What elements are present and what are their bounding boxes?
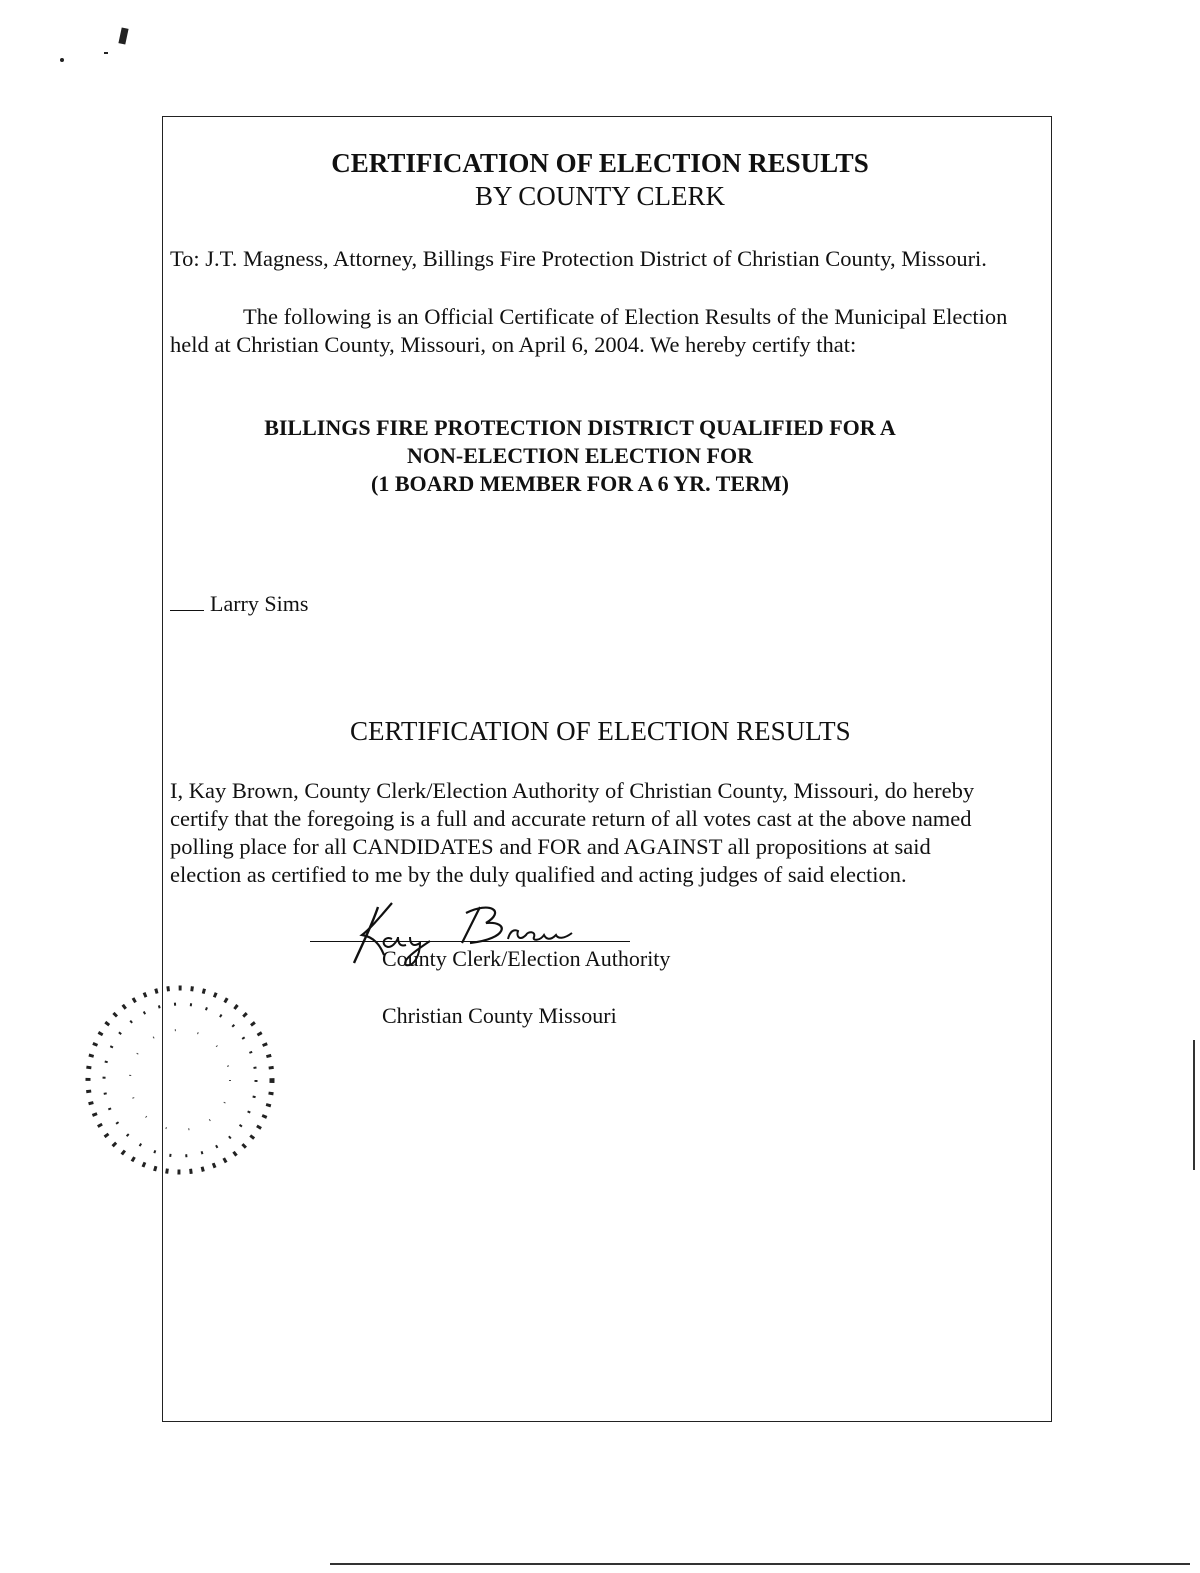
scan-speck [118,27,128,44]
intro-line: held at Christian County, Missouri, on April 6, 2004. We hereby certify that: [170,332,857,357]
embossed-seal [60,970,300,1190]
certificate-title: CERTIFICATION OF ELECTION RESULTS [331,148,869,178]
statement-line: election as certified to me by the duly qualified and acting judges of said election. [170,862,907,887]
statement-line: polling place for all CANDIDATES and FOR and AGAINST all propositions at said [170,834,931,859]
certification-statement [170,777,1040,889]
district-heading-line: BILLINGS FIRE PROTECTION DISTRICT QUALIFIED FOR A [264,415,896,440]
scan-speck [60,58,64,62]
certification-heading: CERTIFICATION OF ELECTION RESULTS [350,716,851,746]
recipient-line: To: J.T. Magness, Attorney, Billings Fire Protection District of Christian County, Missouri. [170,246,987,271]
signer-title: County Clerk/Election Authority [382,946,671,971]
certificate-subtitle: BY COUNTY CLERK [474,181,725,211]
scan-edge [1193,1040,1195,1170]
scan-edge [330,1563,1190,1565]
scan-speck [104,52,108,54]
district-heading [160,414,1000,498]
district-heading-line: (1 BOARD MEMBER FOR A 6 YR. TERM) [371,471,789,496]
candidate-name: Larry Sims [210,591,309,616]
vote-blank [170,610,204,611]
signature-line [310,941,630,942]
district-heading-line: NON-ELECTION ELECTION FOR [407,443,753,468]
intro-line: The following is an Official Certificate of Election Results of the Municipal Election [243,304,1008,329]
statement-line: I, Kay Brown, County Clerk/Election Authority of Christian County, Missouri, do hereby [170,778,975,803]
candidate-entry [170,591,308,617]
intro-paragraph [170,303,1050,359]
county-name: Christian County Missouri [382,1003,617,1028]
statement-line: certify that the foregoing is a full and accurate return of all votes cast at the above named [170,806,972,831]
